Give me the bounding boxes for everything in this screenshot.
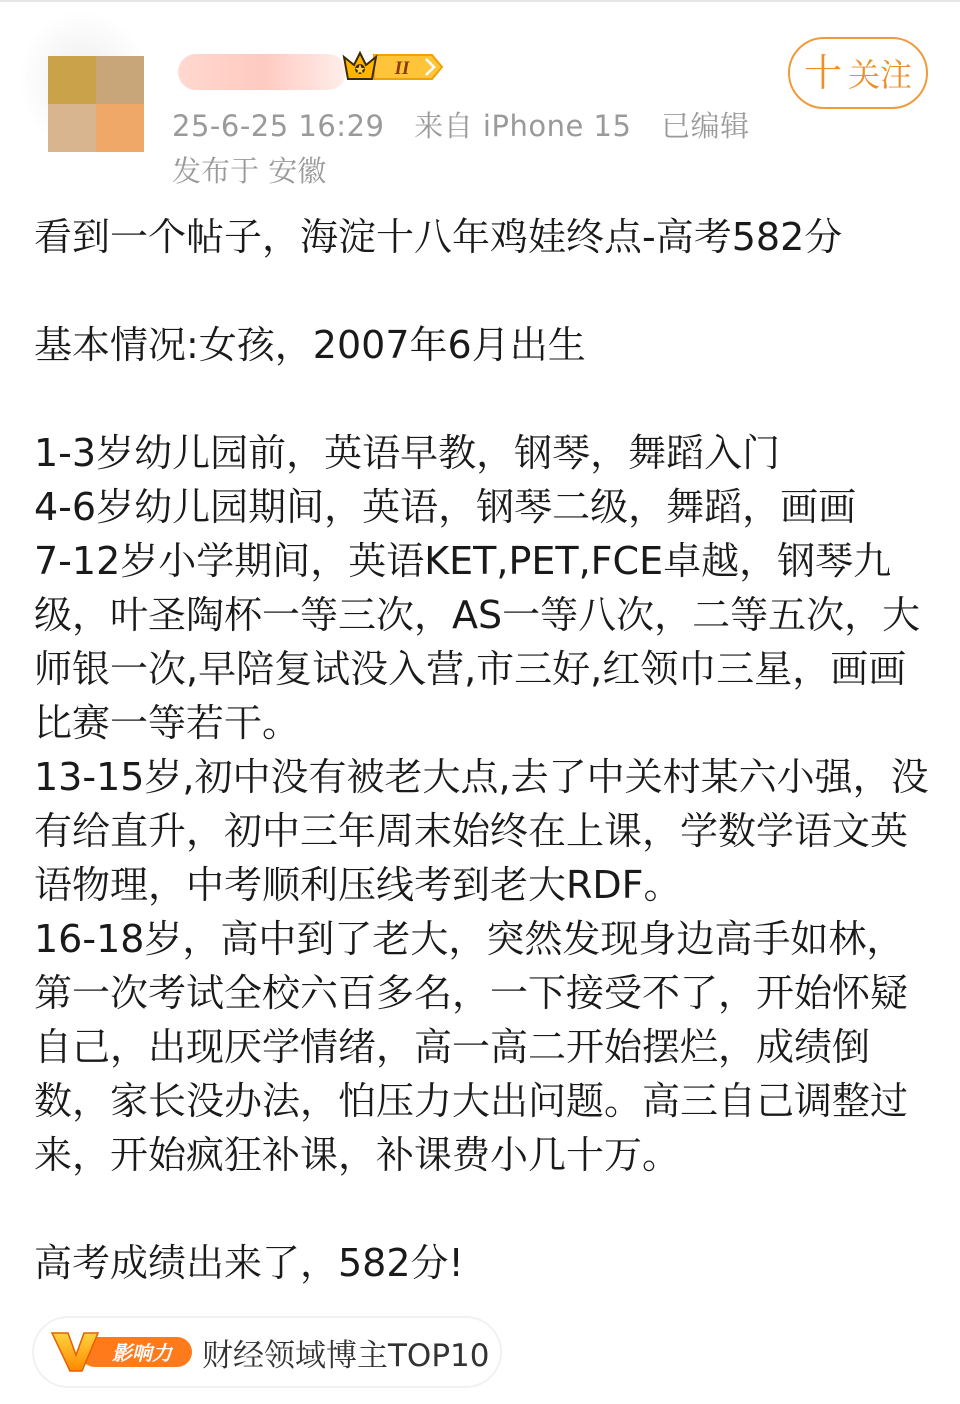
influence-text: 财经领域博主TOP10 [202,1337,490,1374]
post-stage-5: 16-18岁，高中到了老大，突然发现身边高手如林，第一次考试全校六百多名，一下接受不了，开始怀疑自己，出现厌学情绪，高一高二开始摆烂，成绩倒数，家长没办法，怕压力大出问题。高三自己调整过来，开始疯狂补课，补课费小几十万。 [34,917,909,1177]
post-stage-4: 13-15岁,初中没有被老大点,去了中关村某六小强，没有给直升，初中三年周末始终在上课，学数学语文英语物理，中考顺利压线考到老大RDF。 [34,755,929,907]
post-location: 发布于 安徽 [172,154,327,188]
influence-badge-label: 影响力 [112,1341,172,1365]
vip-level: II [394,58,410,79]
follow-label: 关注 [848,56,913,94]
influence-v-icon [50,1329,194,1375]
vip-crown-icon[interactable] [340,47,444,87]
post-stage-2: 4-6岁幼儿园期间，英语，钢琴二级，舞蹈，画画 [34,485,857,529]
post-title-line: 看到一个帖子，海淀十八年鸡娃终点-高考582分 [34,215,843,259]
post-basic-info: 基本情况:女孩，2007年6月出生 [34,323,586,367]
follow-button[interactable] [788,37,928,109]
username-blurred[interactable] [178,54,346,90]
post-timestamp: 25-6-25 16:29 [172,109,385,143]
avatar[interactable] [48,56,144,152]
edited-label[interactable]: 已编辑 [661,109,750,143]
post-result: 高考成绩出来了，582分! [34,1241,464,1285]
post-stage-3: 7-12岁小学期间，英语KET,PET,FCE卓越，钢琴九级，叶圣陶杯一等三次，AS一等八次，二等五次，大师银一次,早陪复试没入营,市三好,红领巾三星，画画比赛一等若干。 [34,539,921,745]
post-source: 来自 iPhone 15 [414,109,632,143]
top-divider [0,0,960,2]
post-stage-1: 1-3岁幼儿园前，英语早教，钢琴，舞蹈入门 [34,431,781,475]
post-body [34,210,934,1290]
plus-icon: 十 [803,51,842,95]
influence-tag[interactable] [34,1318,500,1386]
post-meta [172,104,770,145]
